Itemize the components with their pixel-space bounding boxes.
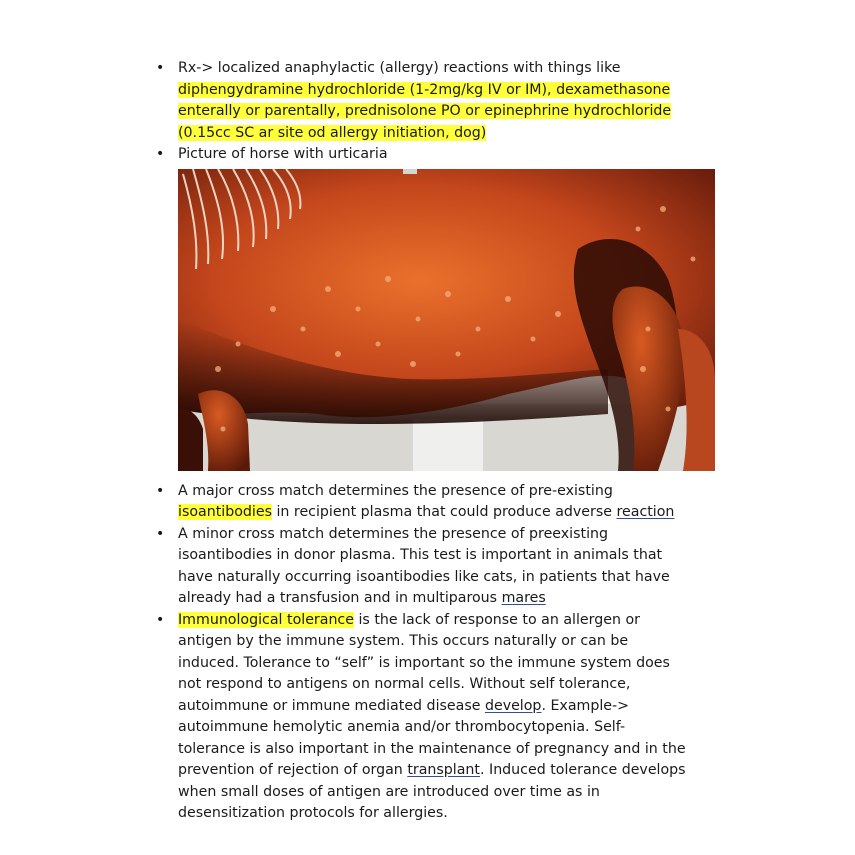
highlighted-text: diphengydramine hydrochloride (1-2mg/kg IV or IM), dexamethasone xyxy=(178,81,671,98)
text-segment: when small doses of antigen are introduced over time as in xyxy=(178,783,600,800)
highlighted-text: (0.15cc SC ar site od allergy initiation, dog) xyxy=(178,124,487,141)
text-line xyxy=(178,674,710,696)
underlined-word[interactable]: mares xyxy=(501,590,546,606)
text-segment: Rx-> localized anaphylactic (allergy) reactions with things like xyxy=(178,60,621,76)
text-line xyxy=(178,481,710,503)
bullet-dot: • xyxy=(156,611,165,628)
text-line xyxy=(178,631,710,653)
bullet-item xyxy=(150,58,710,144)
highlighted-text: Immunological tolerance xyxy=(178,611,354,628)
text-line xyxy=(178,502,710,524)
text-segment: tolerance is also important in the maintenance of pregnancy and in the xyxy=(178,740,686,757)
text-line xyxy=(178,588,710,610)
text-segment: antigen by the immune system. This occurs naturally or can be xyxy=(178,633,629,649)
text-segment: have naturally occurring isoantibodies like cats, in patients that have xyxy=(178,568,670,585)
highlighted-text: isoantibodies xyxy=(178,504,272,520)
text-line xyxy=(178,101,710,123)
text-line xyxy=(178,760,710,782)
text-line xyxy=(178,144,710,166)
text-segment: Picture of horse with urticaria xyxy=(178,146,388,162)
text-segment: A major cross match determines the presence of pre-existing xyxy=(178,482,613,499)
text-segment: already had a transfusion and in multiparous xyxy=(178,590,502,606)
text-line xyxy=(178,58,710,80)
text-line xyxy=(178,567,710,589)
highlighted-text: enterally or parentally, prednisolone PO or epinephrine hydrochloride xyxy=(178,103,672,119)
text-segment: A minor cross match determines the presence of preexisting xyxy=(178,525,609,542)
horse-image xyxy=(178,169,715,471)
text-segment: . Example-> xyxy=(541,697,630,714)
horse-urticaria-photo xyxy=(178,169,715,471)
text-line xyxy=(178,545,710,567)
text-line xyxy=(178,610,710,632)
text-line xyxy=(178,80,710,102)
text-line xyxy=(178,696,710,718)
text-segment: autoimmune hemolytic anemia and/or thrombocytopenia. Self- xyxy=(178,719,626,735)
text-segment: . Induced tolerance develops xyxy=(479,762,686,778)
bullet-dot: • xyxy=(156,60,165,76)
text-line xyxy=(178,739,710,761)
text-segment: not respond to antigens on normal cells. Without self tolerance, xyxy=(178,676,631,692)
text-line xyxy=(178,717,710,739)
bullet-dot: • xyxy=(156,146,165,162)
bullet-item xyxy=(150,481,710,524)
text-line xyxy=(178,803,710,825)
text-line xyxy=(178,782,710,804)
text-segment: in recipient plasma that could produce adverse xyxy=(271,504,617,520)
text-line xyxy=(178,653,710,675)
bullet-item xyxy=(150,610,710,825)
bullet-dot: • xyxy=(156,482,165,499)
underlined-word[interactable]: develop xyxy=(484,697,542,714)
text-segment: is the lack of response to an allergen or xyxy=(353,611,640,628)
text-segment: isoantibodies in donor plasma. This test is important in animals that xyxy=(178,547,663,563)
text-line xyxy=(178,524,710,546)
text-segment: autoimmune or immune mediated disease xyxy=(178,697,485,714)
underlined-word[interactable]: reaction xyxy=(616,504,675,520)
text-line xyxy=(178,123,710,145)
text-segment: prevention of rejection of organ xyxy=(178,762,408,778)
bullet-item xyxy=(150,144,710,471)
text-segment: desensitization protocols for allergies. xyxy=(178,805,448,821)
bullet-dot: • xyxy=(156,525,165,542)
bullet-list xyxy=(150,58,710,825)
bullet-item xyxy=(150,524,710,610)
text-segment: induced. Tolerance to “self” is important so the immune system does xyxy=(178,654,670,671)
underlined-word[interactable]: transplant xyxy=(407,762,480,778)
